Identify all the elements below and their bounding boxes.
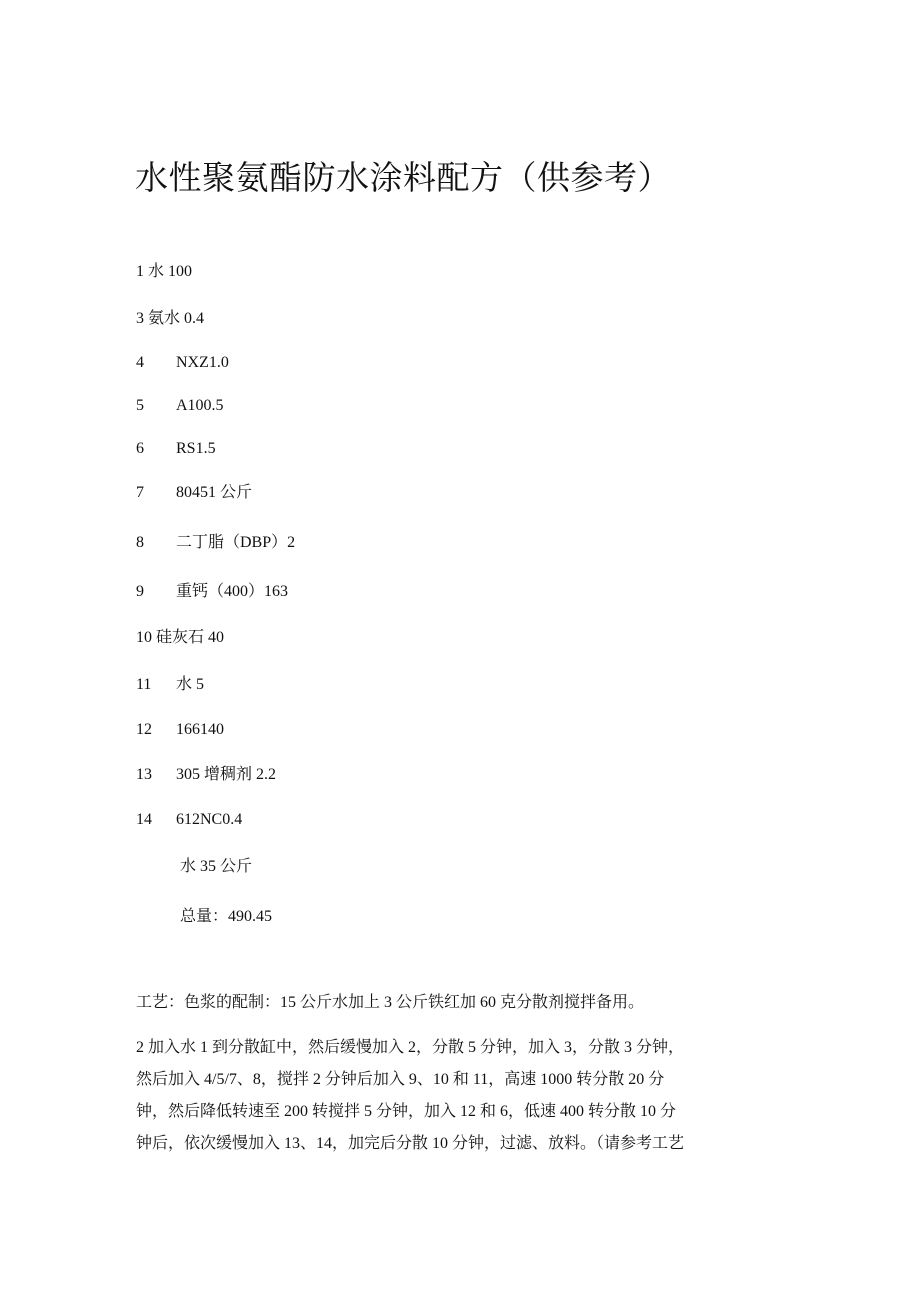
ingredient-text: 3 氨水 0.4	[136, 310, 205, 327]
ingredient-line	[136, 309, 204, 329]
ingredient-line	[136, 720, 224, 740]
ingredient-line	[136, 353, 229, 373]
process-text-line: 2 加入水 1 到分散缸中，然后缓慢加入 2，分散 5 分钟，加入 3，分散 3 分钟，	[136, 1039, 685, 1056]
ingredient-text: 80451 公斤	[176, 484, 253, 501]
ingredient-text: 二丁脂（DBP）2	[176, 534, 296, 551]
ingredient-line	[136, 483, 252, 503]
ingredient-line	[136, 533, 295, 553]
ingredient-number: 4	[136, 354, 144, 371]
total-line: 总量：490.45	[180, 908, 273, 925]
ingredient-text: 166140	[176, 721, 224, 738]
ingredient-text: A100.5	[176, 397, 224, 414]
ingredient-line	[136, 675, 204, 695]
ingredient-text: 水 5	[176, 676, 205, 693]
ingredient-number: 9	[136, 583, 144, 600]
ingredient-line	[136, 765, 276, 785]
ingredient-number: 12	[136, 721, 152, 738]
ingredient-number: 7	[136, 484, 144, 501]
process-text-line: 然后加入 4/5/7、8，搅拌 2 分钟后加入 9、10 和 11，高速 1000 转分散 20 分	[136, 1071, 665, 1088]
extra-water-line: 水 35 公斤	[180, 858, 253, 875]
ingredient-line	[136, 439, 216, 459]
ingredient-line	[136, 810, 242, 830]
ingredient-text: 10 硅灰石 40	[136, 629, 225, 646]
ingredient-line	[136, 262, 192, 282]
ingredient-text: 305 增稠剂 2.2	[176, 766, 277, 783]
ingredient-line	[136, 582, 288, 602]
page-title: 水性聚氨酯防水涂料配方（供参考）	[135, 158, 671, 197]
ingredient-number: 8	[136, 534, 144, 551]
ingredient-number: 5	[136, 397, 144, 414]
process-paragraph	[136, 1032, 791, 1160]
ingredient-text: 612NC0.4	[176, 811, 243, 828]
ingredient-number: 13	[136, 766, 152, 783]
ingredient-text: 重钙（400）163	[176, 583, 289, 600]
process-text-line: 钟后，依次缓慢加入 13、14，加完后分散 10 分钟，过滤、放料。（请参考工艺	[136, 1135, 685, 1152]
ingredient-number: 14	[136, 811, 152, 828]
ingredient-number: 6	[136, 440, 144, 457]
process-text-line: 钟，然后降低转速至 200 转搅拌 5 分钟，加入 12 和 6，低速 400 转分散 10 分	[136, 1103, 677, 1120]
ingredient-text: RS1.5	[176, 440, 216, 457]
ingredient-text: 1 水 100	[136, 263, 193, 280]
ingredient-text: NXZ1.0	[176, 354, 229, 371]
process-intro	[136, 987, 791, 1019]
ingredient-line	[136, 396, 224, 416]
ingredient-line	[136, 628, 224, 648]
ingredient-number: 11	[136, 676, 152, 693]
process-text-line: 工艺：色浆的配制：15 公斤水加上 3 公斤铁红加 60 克分散剂搅拌备用。	[136, 994, 645, 1011]
